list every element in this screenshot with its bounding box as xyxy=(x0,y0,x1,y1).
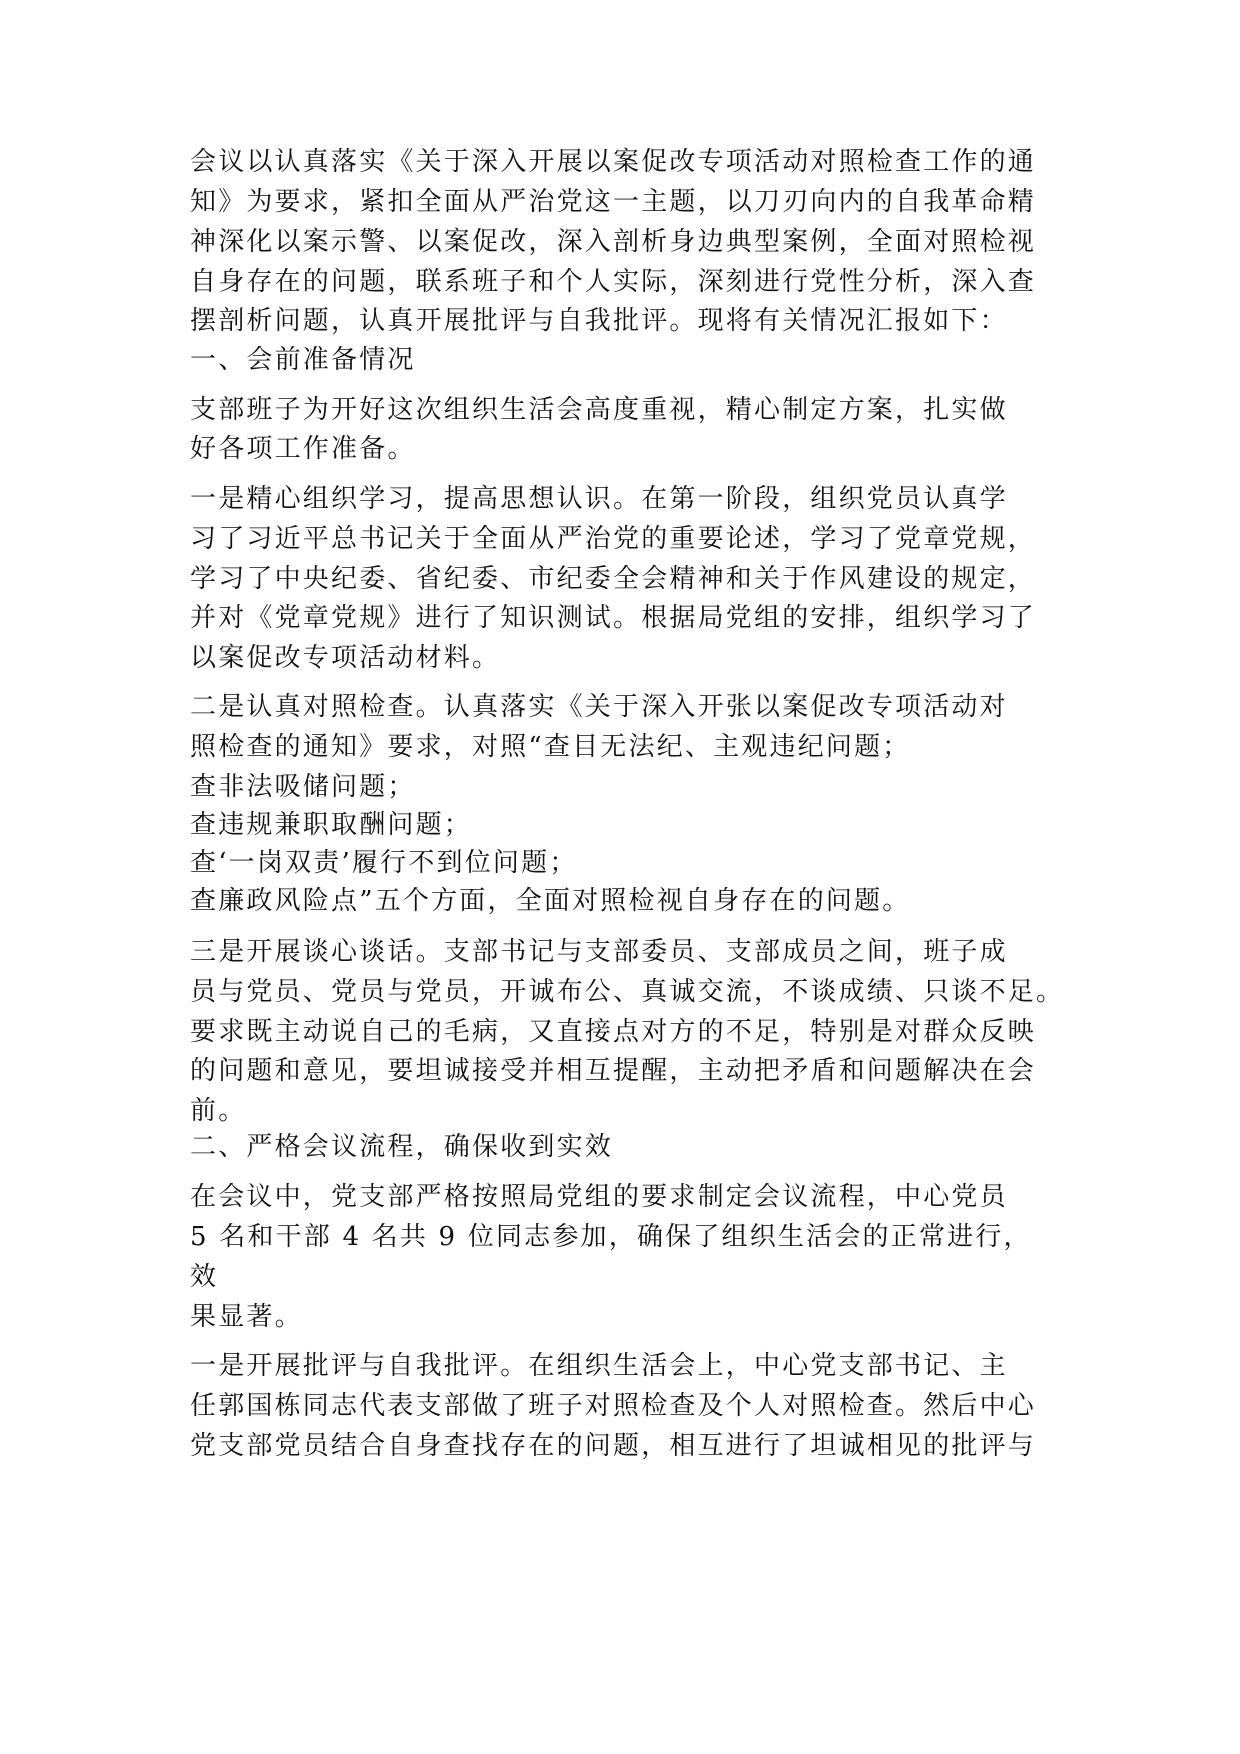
text-line: 在会议中，党支部严格按照局党组的要求制定会议流程，中心党员 xyxy=(190,1182,1008,1212)
text-line: 二是认真对照检查。认真落实《关于深入开张以案促改专项活动对 xyxy=(190,692,1008,722)
text-line: 员与党员、党员与党员，开诚布公、真诚交流，不谈成绩、只谈不足。 xyxy=(190,977,1065,1007)
text-line: 三是开展谈心谈话。支部书记与支部委员、支部成员之间，班子成 xyxy=(190,937,1008,967)
text-line: 效 xyxy=(190,1262,219,1292)
text-line: 并对《党章党规》进行了知识测试。根据局党组的安排，组织学习了 xyxy=(190,603,1037,633)
text-line: 一是开展批评与自我批评。在组织生活会上，中心党支部书记、主 xyxy=(190,1351,1008,1381)
list-item: 查非法吸储问题； xyxy=(190,772,416,802)
list-item: 查‘一岗双责’履行不到位问题； xyxy=(190,848,578,878)
text-line: 要求既主动说自己的毛病，又直接点对方的不足，特别是对群众反映 xyxy=(190,1017,1037,1047)
text-line: 照检查的通知》要求，对照“查目无法纪、主观违纪问题； xyxy=(190,732,911,762)
text-line: 学习了中央纪委、省纪委、市纪委全会精神和关于作风建设的规定， xyxy=(190,564,1037,594)
text-line: 会议以认真落实《关于深入开展以案促改专项活动对照检查工作的通 xyxy=(190,147,1037,177)
text-line: 神深化以案示警、以案促改，深入剖析身边典型案例，全面对照检视 xyxy=(190,227,1037,257)
text-line: 前。 xyxy=(190,1096,247,1126)
text-line: 自身存在的问题，联系班子和个人实际，深刻进行党性分析，深入查 xyxy=(190,267,1037,297)
text-line: 任郭国栋同志代表支部做了班子对照检查及个人对照检查。然后中心 xyxy=(190,1391,1037,1421)
text-line: 好各项工作准备。 xyxy=(190,434,416,464)
list-item: 查廉政风险点”五个方面，全面对照检视自身存在的问题。 xyxy=(190,886,911,916)
text-line: 的问题和意见，要坦诚接受并相互提醒，主动把矛盾和问题解决在会 xyxy=(190,1056,1037,1086)
text-line: 习了习近平总书记关于全面从严治党的重要论述，学习了党章党规， xyxy=(190,524,1037,554)
text-line: 党支部党员结合自身查找存在的问题，相互进行了坦诚相见的批评与 xyxy=(190,1431,1037,1461)
text-line: 知》为要求，紧扣全面从严治党这一主题，以刀刃向内的自我革命精 xyxy=(190,187,1037,217)
text-line: 支部班子为开好这次组织生活会高度重视，精心制定方案，扎实做 xyxy=(190,395,1008,425)
section-heading: 二、严格会议流程，确保收到实效 xyxy=(190,1132,614,1162)
text-line: 5 名和干部 4 名共 9 位同志参加，确保了组织生活会的正常进行， xyxy=(190,1222,1032,1252)
text-line: 一是精心组织学习，提高思想认识。在第一阶段，组织党员认真学 xyxy=(190,484,1008,514)
text-line: 摆剖析问题，认真开展批评与自我批评。现将有关情况汇报如下： xyxy=(190,306,1008,336)
text-line: 果显著。 xyxy=(190,1302,303,1332)
list-item: 查违规兼职取酬问题； xyxy=(190,810,473,840)
section-heading: 一、会前准备情况 xyxy=(190,345,416,375)
text-line: 以案促改专项活动材料。 xyxy=(190,643,501,673)
